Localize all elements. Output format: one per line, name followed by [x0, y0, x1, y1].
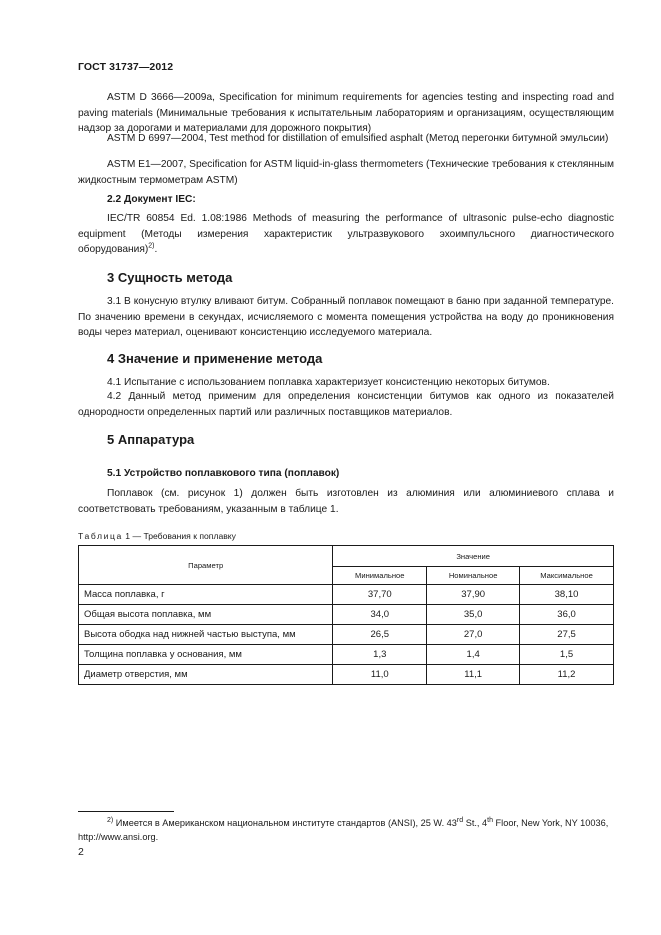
section-4-2-text: 4.2 Данный метод применим для определения консистенции битумов как одного из показателей однородности определенных партий или различных поставщиков материалов. [78, 391, 614, 418]
row-min: 11,0 [333, 665, 427, 685]
row-nom: 37,90 [427, 585, 520, 605]
ref-astm-d3666: ASTM D 3666—2009a, Specification for minimum requirements for agencies testing and inspecting road and paving materials (Минимальные требования к испытательным лабораториям и организациям, осуществляющим надзор за дорогами и материалами для дорожного покрытия) [78, 92, 614, 135]
footnote-sup-a: rd [456, 816, 464, 824]
end-punct: . [154, 244, 158, 256]
row-min: 37,70 [333, 585, 427, 605]
row-param: Высота ободка над нижней частью выступа, мм [79, 625, 333, 645]
table-row [79, 605, 614, 625]
section-5-heading: 5 Аппаратура [107, 432, 195, 447]
row-param: Толщина поплавка у основания, мм [79, 645, 333, 665]
row-max: 1,5 [520, 645, 614, 665]
header-value: Значение [333, 546, 614, 567]
document-header: ГОСТ 31737—2012 [78, 61, 174, 73]
row-min: 1,3 [333, 645, 427, 665]
table-row [79, 665, 614, 685]
footnote-text-c: Floor, New York, NY 10036, http://www.ansi.org. [78, 818, 609, 842]
section-3-heading: 3 Сущность метода [107, 270, 233, 285]
section-3-1-text: 3.1 В конусную втулку вливают битум. Собранный поплавок помещают в баню при заданной температуре. По значению времени в секундах, исчисляемого с момента помещения устройства на воду до проникновения воды через материал, оценивают консистенцию исследуемого материала. [78, 296, 614, 339]
table-caption-label: Таблица [78, 531, 123, 541]
row-max: 38,10 [520, 585, 614, 605]
header-param: Параметр [79, 546, 333, 585]
footnote-sup-b: th [487, 816, 493, 824]
requirements-table [78, 545, 614, 685]
table-caption [78, 531, 236, 541]
header-min: Минимальное [333, 567, 427, 585]
section-4-1-text: 4.1 Испытание с использованием поплавка характеризует консистенцию некоторых битумов. [107, 377, 550, 388]
row-nom: 27,0 [427, 625, 520, 645]
header-nom: Номинальное [427, 567, 520, 585]
section-4-heading: 4 Значение и применение метода [107, 351, 323, 366]
row-min: 34,0 [333, 605, 427, 625]
row-nom: 11,1 [427, 665, 520, 685]
row-max: 27,5 [520, 625, 614, 645]
footnote-number: 2) [107, 816, 114, 824]
section-5-1-text: Поплавок (см. рисунок 1) должен быть изготовлен из алюминия или алюминиевого сплава и соответствовать требованиям, указанным в таблице 1. [78, 488, 614, 515]
table-row [79, 645, 614, 665]
ref-astm-d6997: ASTM D 6997—2004, Test method for distillation of emulsified asphalt (Метод перегонки битумной эмульсии) [107, 133, 609, 144]
row-nom: 35,0 [427, 605, 520, 625]
section-5-1-heading: 5.1 Устройство поплавкового типа (поплавок) [107, 468, 340, 479]
table-caption-text: 1 — Требования к поплавку [125, 531, 236, 541]
section-2-2-heading: 2.2 Документ IEC: [107, 194, 196, 205]
row-param: Масса поплавка, г [79, 585, 333, 605]
header-max: Максимальное [520, 567, 614, 585]
ref-astm-e1: ASTM E1—2007, Specification for ASTM liquid-in-glass thermometers (Технические требования к стеклянным жидкостным термометрам ASTM) [78, 159, 614, 186]
footnote-divider [78, 811, 174, 812]
footnote [78, 816, 614, 844]
table-row [79, 625, 614, 645]
row-max: 36,0 [520, 605, 614, 625]
table-row [79, 585, 614, 605]
footnote-mark: 2) [148, 242, 155, 250]
row-param: Общая высота поплавка, мм [79, 605, 333, 625]
section-2-2-text [78, 211, 614, 258]
page-number: 2 [78, 846, 84, 858]
row-max: 11,2 [520, 665, 614, 685]
footnote-text-a: Имеется в Американском национальном институте стандартов (ANSI), 25 W. 43 [115, 818, 457, 828]
footnote-text-b: St., 4 [463, 818, 488, 828]
row-nom: 1,4 [427, 645, 520, 665]
row-param: Диаметр отверстия, мм [79, 665, 333, 685]
row-min: 26,5 [333, 625, 427, 645]
iec-reference-text: IEC/TR 60854 Ed. 1.08:1986 Methods of measuring the performance of ultrasonic pulse-echo diagnostic equipment (Методы измерения характеристик ультразвукового эхоимпульсного диагностического оборудования) [78, 213, 614, 256]
